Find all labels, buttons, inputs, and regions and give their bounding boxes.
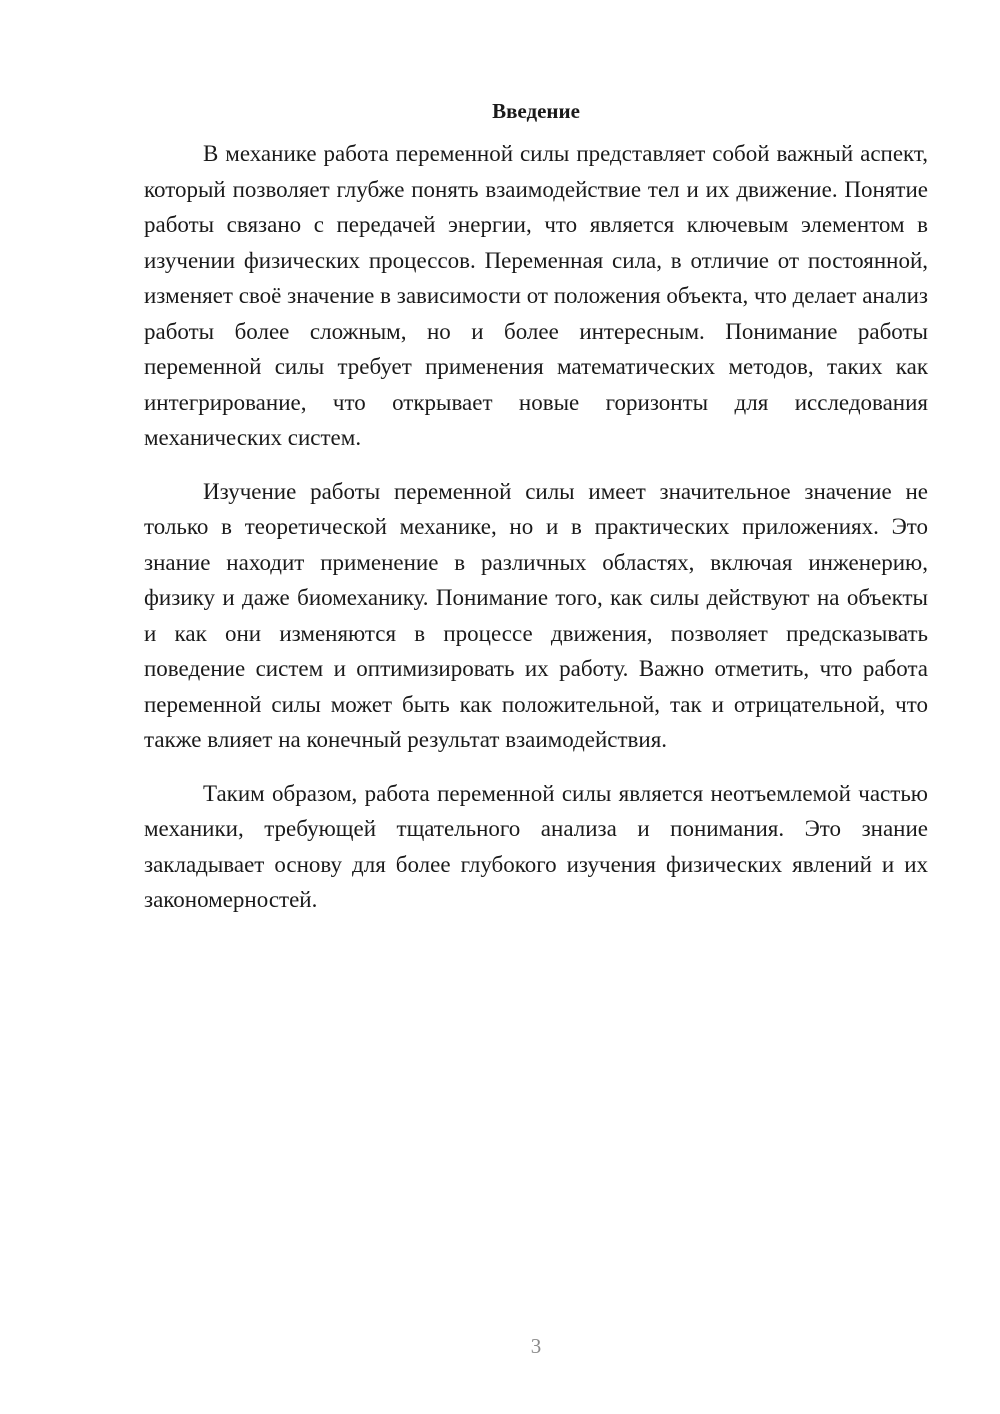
- paragraph-2: Изучение работы переменной силы имеет значительное значение не только в теоретической механике, но и в практических приложениях. Это знание находит применение в различных областях, включая инженерию, физику и даже биомеханику. Понимание того, как силы действуют на объекты и как они изменяются в процессе движения, позволяет предсказывать поведение систем и оптимизировать их работу. Важно отметить, что работа переменной силы может быть как положительной, так и отрицательной, что также влияет на конечный результат взаимодействия.: [144, 478, 928, 752]
- page-content: [144, 96, 928, 936]
- page-number: 3: [530, 1334, 542, 1358]
- paragraph-3: Таким образом, работа переменной силы является неотъемлемой частью механики, требующей тщательного анализа и понимания. Это знание закладывает основу для более глубокого изучения физических явлений и их закономерностей.: [144, 780, 928, 912]
- paragraph-1: В механике работа переменной силы представляет собой важный аспект, который позволяет глубже понять взаимодействие тел и их движение. Понятие работы связано с передачей энергии, что является ключевым элементом в изучении физических процессов. Переменная сила, в отличие от постоянной, изменяет своё значение в зависимости от положения объекта, что делает анализ работы более сложным, но и более интересным. Понимание работы переменной силы требует применения математических методов, таких как интегрирование, что открывает новые горизонты для исследования механических систем.: [144, 141, 928, 450]
- section-heading: Введение: [492, 99, 580, 123]
